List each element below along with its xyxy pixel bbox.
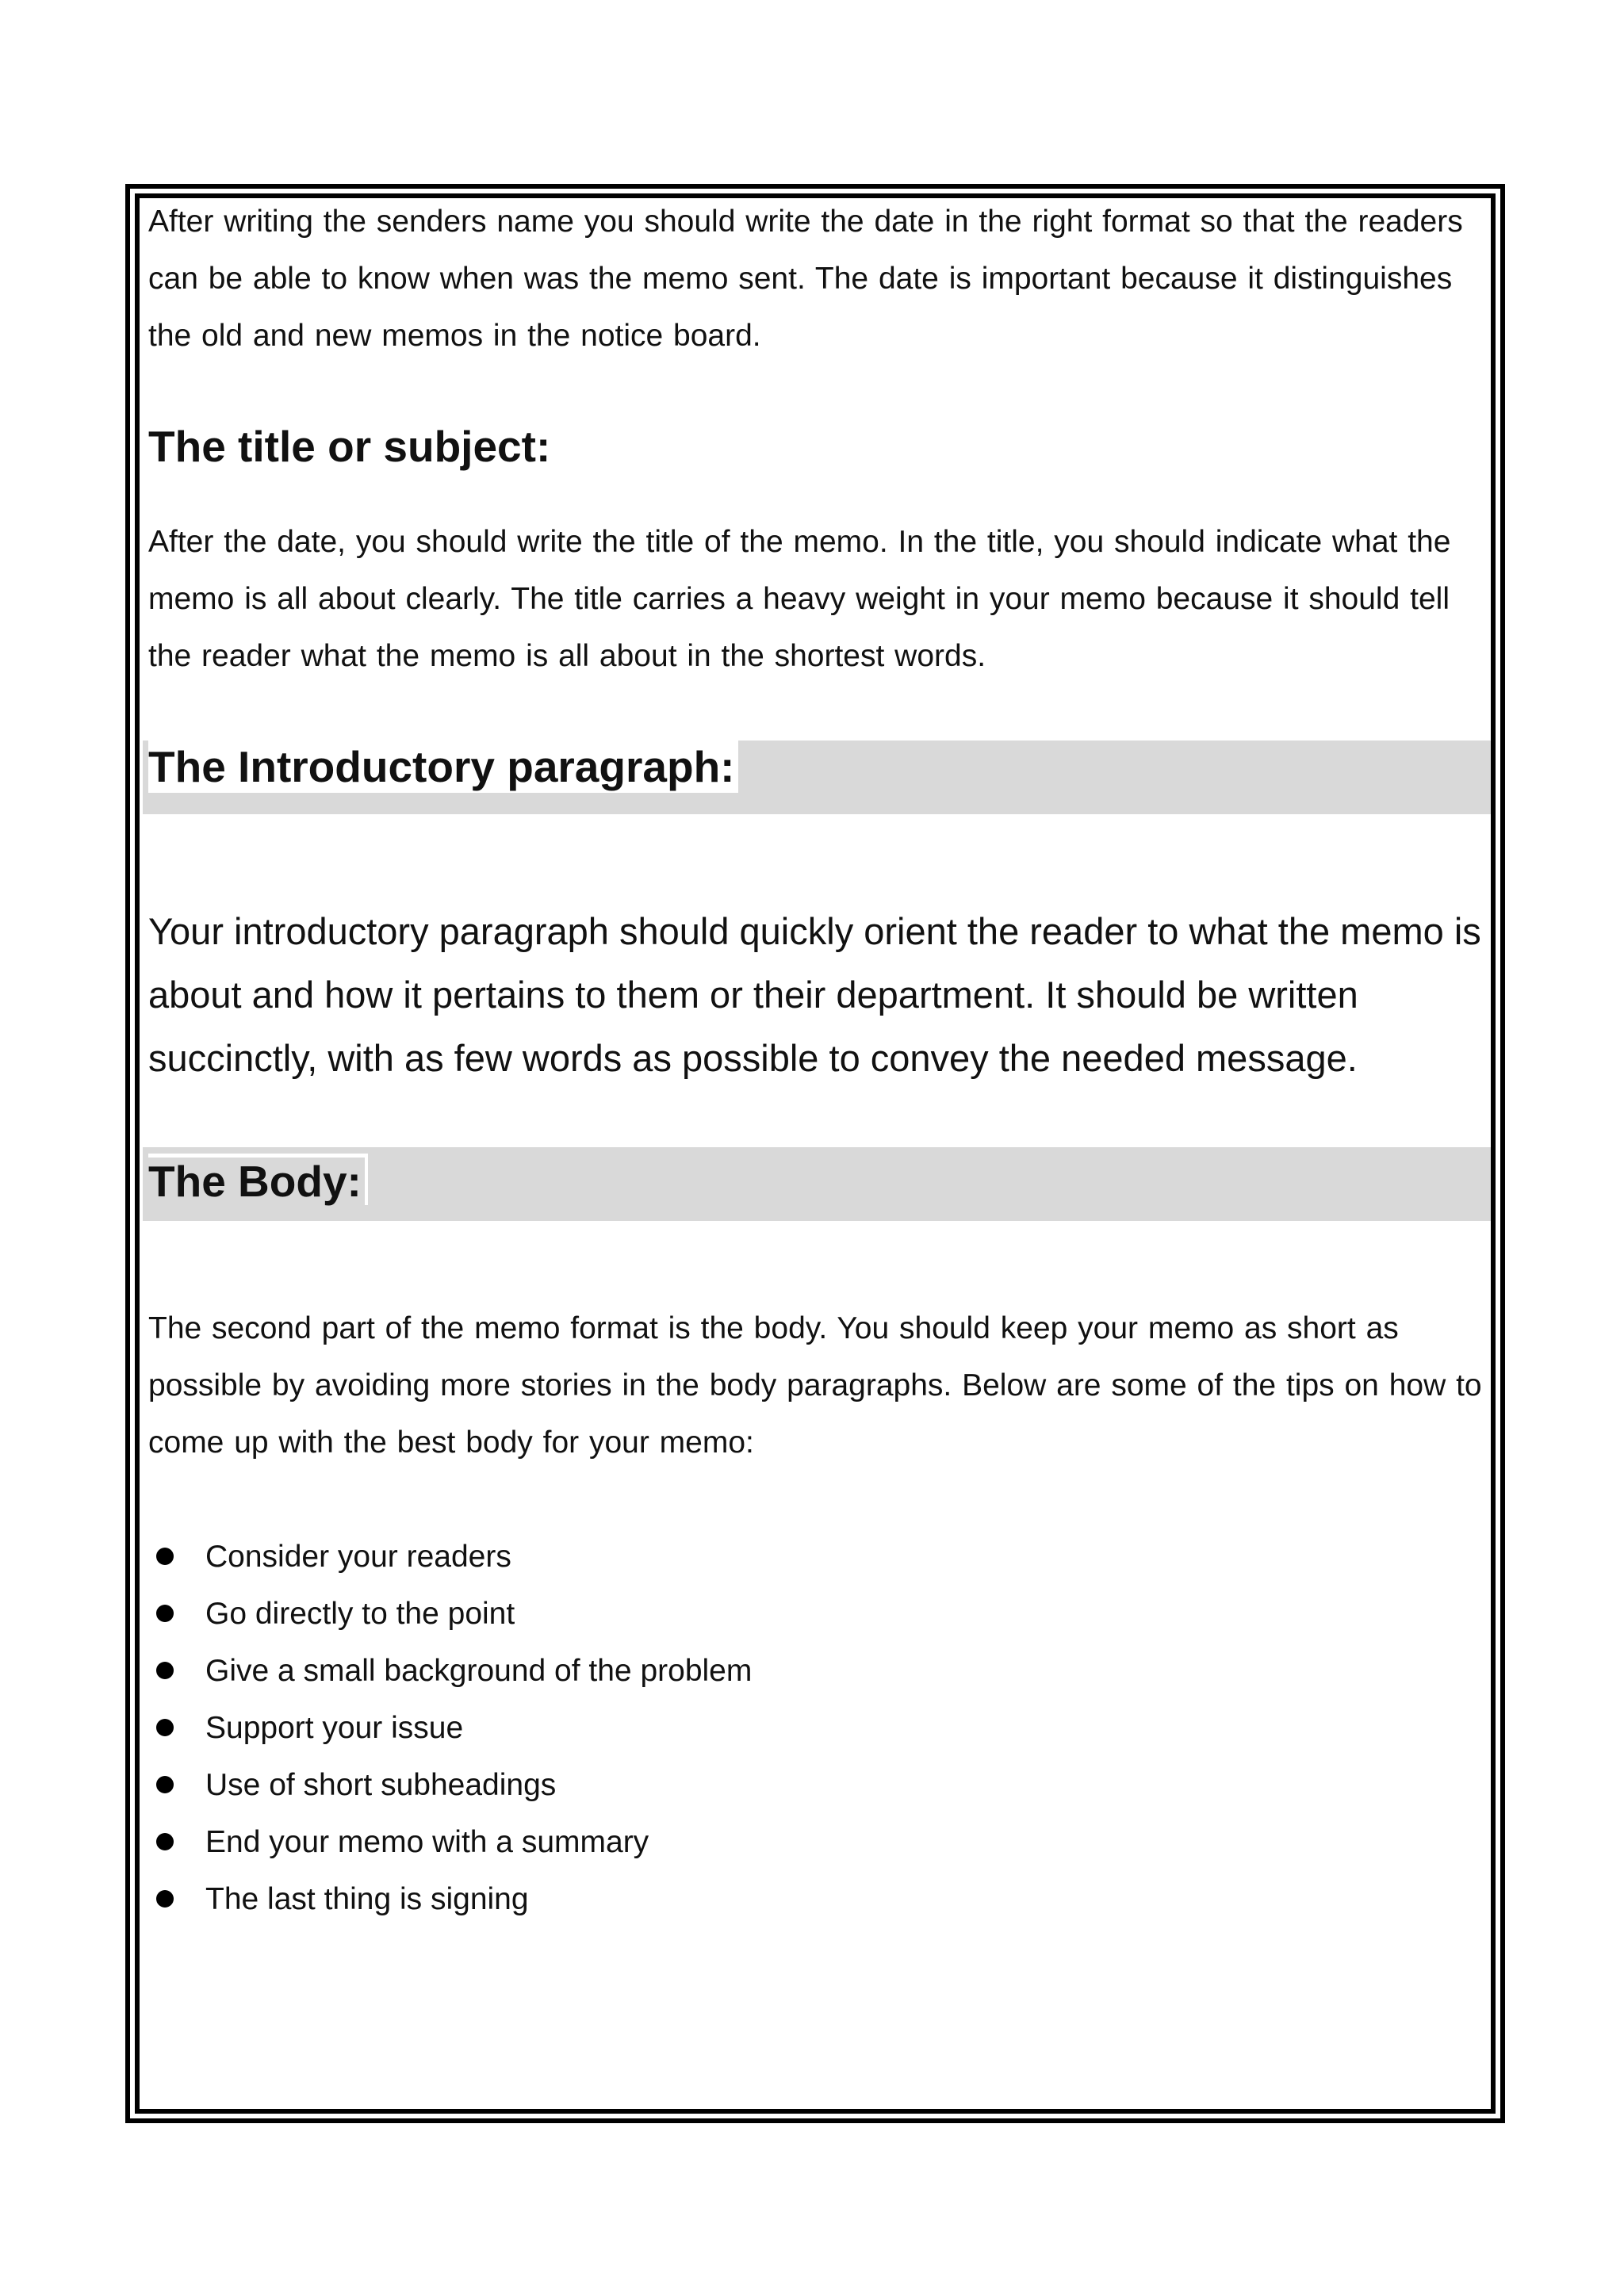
tip-text: Support your issue [205, 1711, 464, 1745]
bullet-icon [156, 1833, 174, 1850]
heading-body: The Body: [148, 1154, 368, 1205]
list-item [148, 1700, 1488, 1757]
heading-body-band [143, 1147, 1491, 1221]
heading-introductory-band [143, 740, 1491, 814]
heading-title-subject: The title or subject: [148, 422, 551, 471]
list-item [148, 1757, 1488, 1814]
heading-introductory: The Introductory paragraph: [148, 740, 738, 793]
list-item [148, 1529, 1488, 1586]
introductory-paragraph: Your introductory paragraph should quickly orient the reader to what the memo is about and how it pertains to them or their department. It should be written succinctly, with as few words as possible to convey the needed message. [148, 910, 1481, 1079]
list-item [148, 1814, 1488, 1871]
list-item [148, 1586, 1488, 1643]
bullet-icon [156, 1719, 174, 1736]
title-paragraph: After the date, you should write the title of the memo. In the title, you should indicate what the memo is all about clearly. The title carries a heavy weight in your memo because it should tell the reader what the memo is all about in the shortest words. [148, 525, 1451, 673]
tip-text: The last thing is signing [205, 1882, 529, 1916]
bullet-icon [156, 1662, 174, 1679]
tips-list [148, 1529, 1488, 1928]
list-item [148, 1643, 1488, 1700]
tip-text: Use of short subheadings [205, 1768, 557, 1802]
document-content [148, 193, 1488, 1928]
body-paragraph: The second part of the memo format is the body. You should keep your memo as short as possible by avoiding more stories in the body paragraphs. Below are some of the tips on how to come up with the best body for your memo: [148, 1311, 1482, 1460]
list-item [148, 1871, 1488, 1928]
date-paragraph: After writing the senders name you should write the date in the right format so that the readers can be able to know when was the memo sent. The date is important because it distinguishes the old and new memos in the notice board. [148, 205, 1463, 353]
tip-text: Give a small background of the problem [205, 1654, 753, 1688]
bullet-icon [156, 1890, 174, 1908]
bullet-icon [156, 1605, 174, 1622]
bullet-icon [156, 1776, 174, 1793]
bullet-icon [156, 1548, 174, 1565]
tip-text: Consider your readers [205, 1540, 511, 1574]
tip-text: End your memo with a summary [205, 1825, 649, 1859]
tip-text: Go directly to the point [205, 1597, 515, 1631]
